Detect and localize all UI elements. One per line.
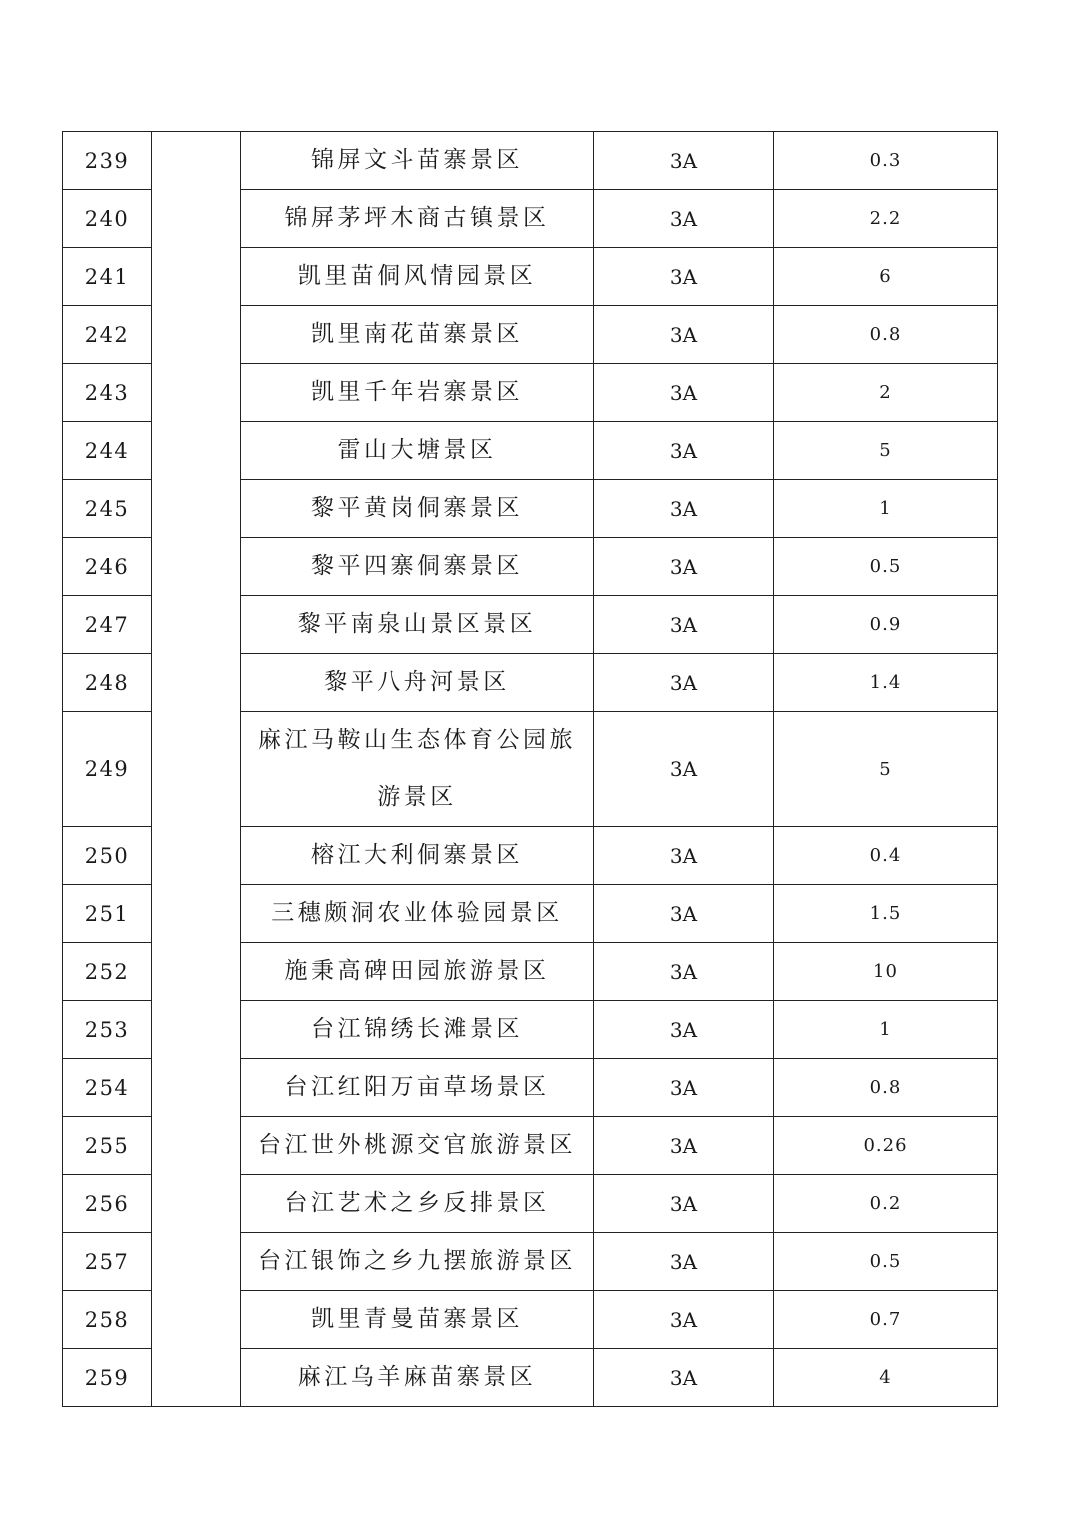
scenic-name-text: 麻江马鞍山生态体育公园旅游景区 — [258, 727, 576, 810]
level-cell: 3A — [594, 1059, 774, 1117]
level-cell: 3A — [594, 422, 774, 480]
area-cell: 0.8 — [774, 306, 998, 364]
merged-region-cell — [152, 132, 241, 1407]
level-cell: 3A — [594, 1349, 774, 1407]
row-number-cell: 247 — [63, 596, 152, 654]
area-cell: 5 — [774, 422, 998, 480]
row-number-cell: 254 — [63, 1059, 152, 1117]
scenic-name-cell: 锦屏茅坪木商古镇景区 — [241, 190, 594, 248]
scenic-name-cell: 三穗颇洞农业体验园景区 — [241, 885, 594, 943]
level-cell: 3A — [594, 306, 774, 364]
row-number-cell: 252 — [63, 943, 152, 1001]
area-cell: 1 — [774, 480, 998, 538]
scenic-name-cell: 雷山大塘景区 — [241, 422, 594, 480]
area-cell: 2.2 — [774, 190, 998, 248]
row-number-cell: 258 — [63, 1291, 152, 1349]
row-number-cell: 246 — [63, 538, 152, 596]
level-cell: 3A — [594, 480, 774, 538]
row-number-cell: 253 — [63, 1001, 152, 1059]
level-cell: 3A — [594, 538, 774, 596]
area-cell: 0.8 — [774, 1059, 998, 1117]
scenic-name-cell: 施秉高碑田园旅游景区 — [241, 943, 594, 1001]
level-cell: 3A — [594, 943, 774, 1001]
row-number-cell: 245 — [63, 480, 152, 538]
area-cell: 0.9 — [774, 596, 998, 654]
table-row — [63, 132, 998, 190]
scenic-name-cell: 榕江大利侗寨景区 — [241, 827, 594, 885]
area-cell: 5 — [774, 712, 998, 827]
scenic-name-cell — [241, 712, 594, 827]
scenic-name-cell: 凯里南花苗寨景区 — [241, 306, 594, 364]
area-cell: 10 — [774, 943, 998, 1001]
row-number-cell: 244 — [63, 422, 152, 480]
level-cell: 3A — [594, 1175, 774, 1233]
level-cell: 3A — [594, 1291, 774, 1349]
scenic-name-cell: 凯里青曼苗寨景区 — [241, 1291, 594, 1349]
row-number-cell: 248 — [63, 654, 152, 712]
table-body — [63, 132, 998, 1407]
scenic-name-cell: 台江世外桃源交官旅游景区 — [241, 1117, 594, 1175]
level-cell: 3A — [594, 364, 774, 422]
row-number-cell: 257 — [63, 1233, 152, 1291]
level-cell: 3A — [594, 654, 774, 712]
level-cell: 3A — [594, 885, 774, 943]
scenic-name-cell: 黎平四寨侗寨景区 — [241, 538, 594, 596]
area-cell: 1.5 — [774, 885, 998, 943]
row-number-cell: 241 — [63, 248, 152, 306]
level-cell: 3A — [594, 1117, 774, 1175]
scenic-name-cell: 麻江乌羊麻苗寨景区 — [241, 1349, 594, 1407]
scenic-name-cell: 凯里苗侗风情园景区 — [241, 248, 594, 306]
scenic-name-cell: 锦屏文斗苗寨景区 — [241, 132, 594, 190]
row-number-cell: 239 — [63, 132, 152, 190]
scenic-name-cell: 台江艺术之乡反排景区 — [241, 1175, 594, 1233]
level-cell: 3A — [594, 827, 774, 885]
row-number-cell: 255 — [63, 1117, 152, 1175]
row-number-cell: 240 — [63, 190, 152, 248]
area-cell: 4 — [774, 1349, 998, 1407]
area-cell: 0.5 — [774, 538, 998, 596]
row-number-cell: 243 — [63, 364, 152, 422]
area-cell: 0.4 — [774, 827, 998, 885]
level-cell: 3A — [594, 248, 774, 306]
area-cell: 0.2 — [774, 1175, 998, 1233]
row-number-cell: 251 — [63, 885, 152, 943]
scenic-name-cell: 黎平南泉山景区景区 — [241, 596, 594, 654]
level-cell: 3A — [594, 596, 774, 654]
level-cell: 3A — [594, 712, 774, 827]
area-cell: 2 — [774, 364, 998, 422]
area-cell: 0.5 — [774, 1233, 998, 1291]
scenic-name-cell: 凯里千年岩寨景区 — [241, 364, 594, 422]
area-cell: 1 — [774, 1001, 998, 1059]
scenic-area-table — [62, 131, 998, 1407]
row-number-cell: 256 — [63, 1175, 152, 1233]
scenic-name-cell: 黎平八舟河景区 — [241, 654, 594, 712]
area-cell: 1.4 — [774, 654, 998, 712]
area-cell: 6 — [774, 248, 998, 306]
area-cell: 0.26 — [774, 1117, 998, 1175]
level-cell: 3A — [594, 132, 774, 190]
scenic-name-cell: 黎平黄岗侗寨景区 — [241, 480, 594, 538]
area-cell: 0.7 — [774, 1291, 998, 1349]
scenic-name-cell: 台江红阳万亩草场景区 — [241, 1059, 594, 1117]
row-number-cell: 249 — [63, 712, 152, 827]
row-number-cell: 242 — [63, 306, 152, 364]
scenic-name-cell: 台江锦绣长滩景区 — [241, 1001, 594, 1059]
row-number-cell: 250 — [63, 827, 152, 885]
level-cell: 3A — [594, 190, 774, 248]
level-cell: 3A — [594, 1233, 774, 1291]
area-cell: 0.3 — [774, 132, 998, 190]
level-cell: 3A — [594, 1001, 774, 1059]
scenic-name-cell: 台江银饰之乡九摆旅游景区 — [241, 1233, 594, 1291]
row-number-cell: 259 — [63, 1349, 152, 1407]
